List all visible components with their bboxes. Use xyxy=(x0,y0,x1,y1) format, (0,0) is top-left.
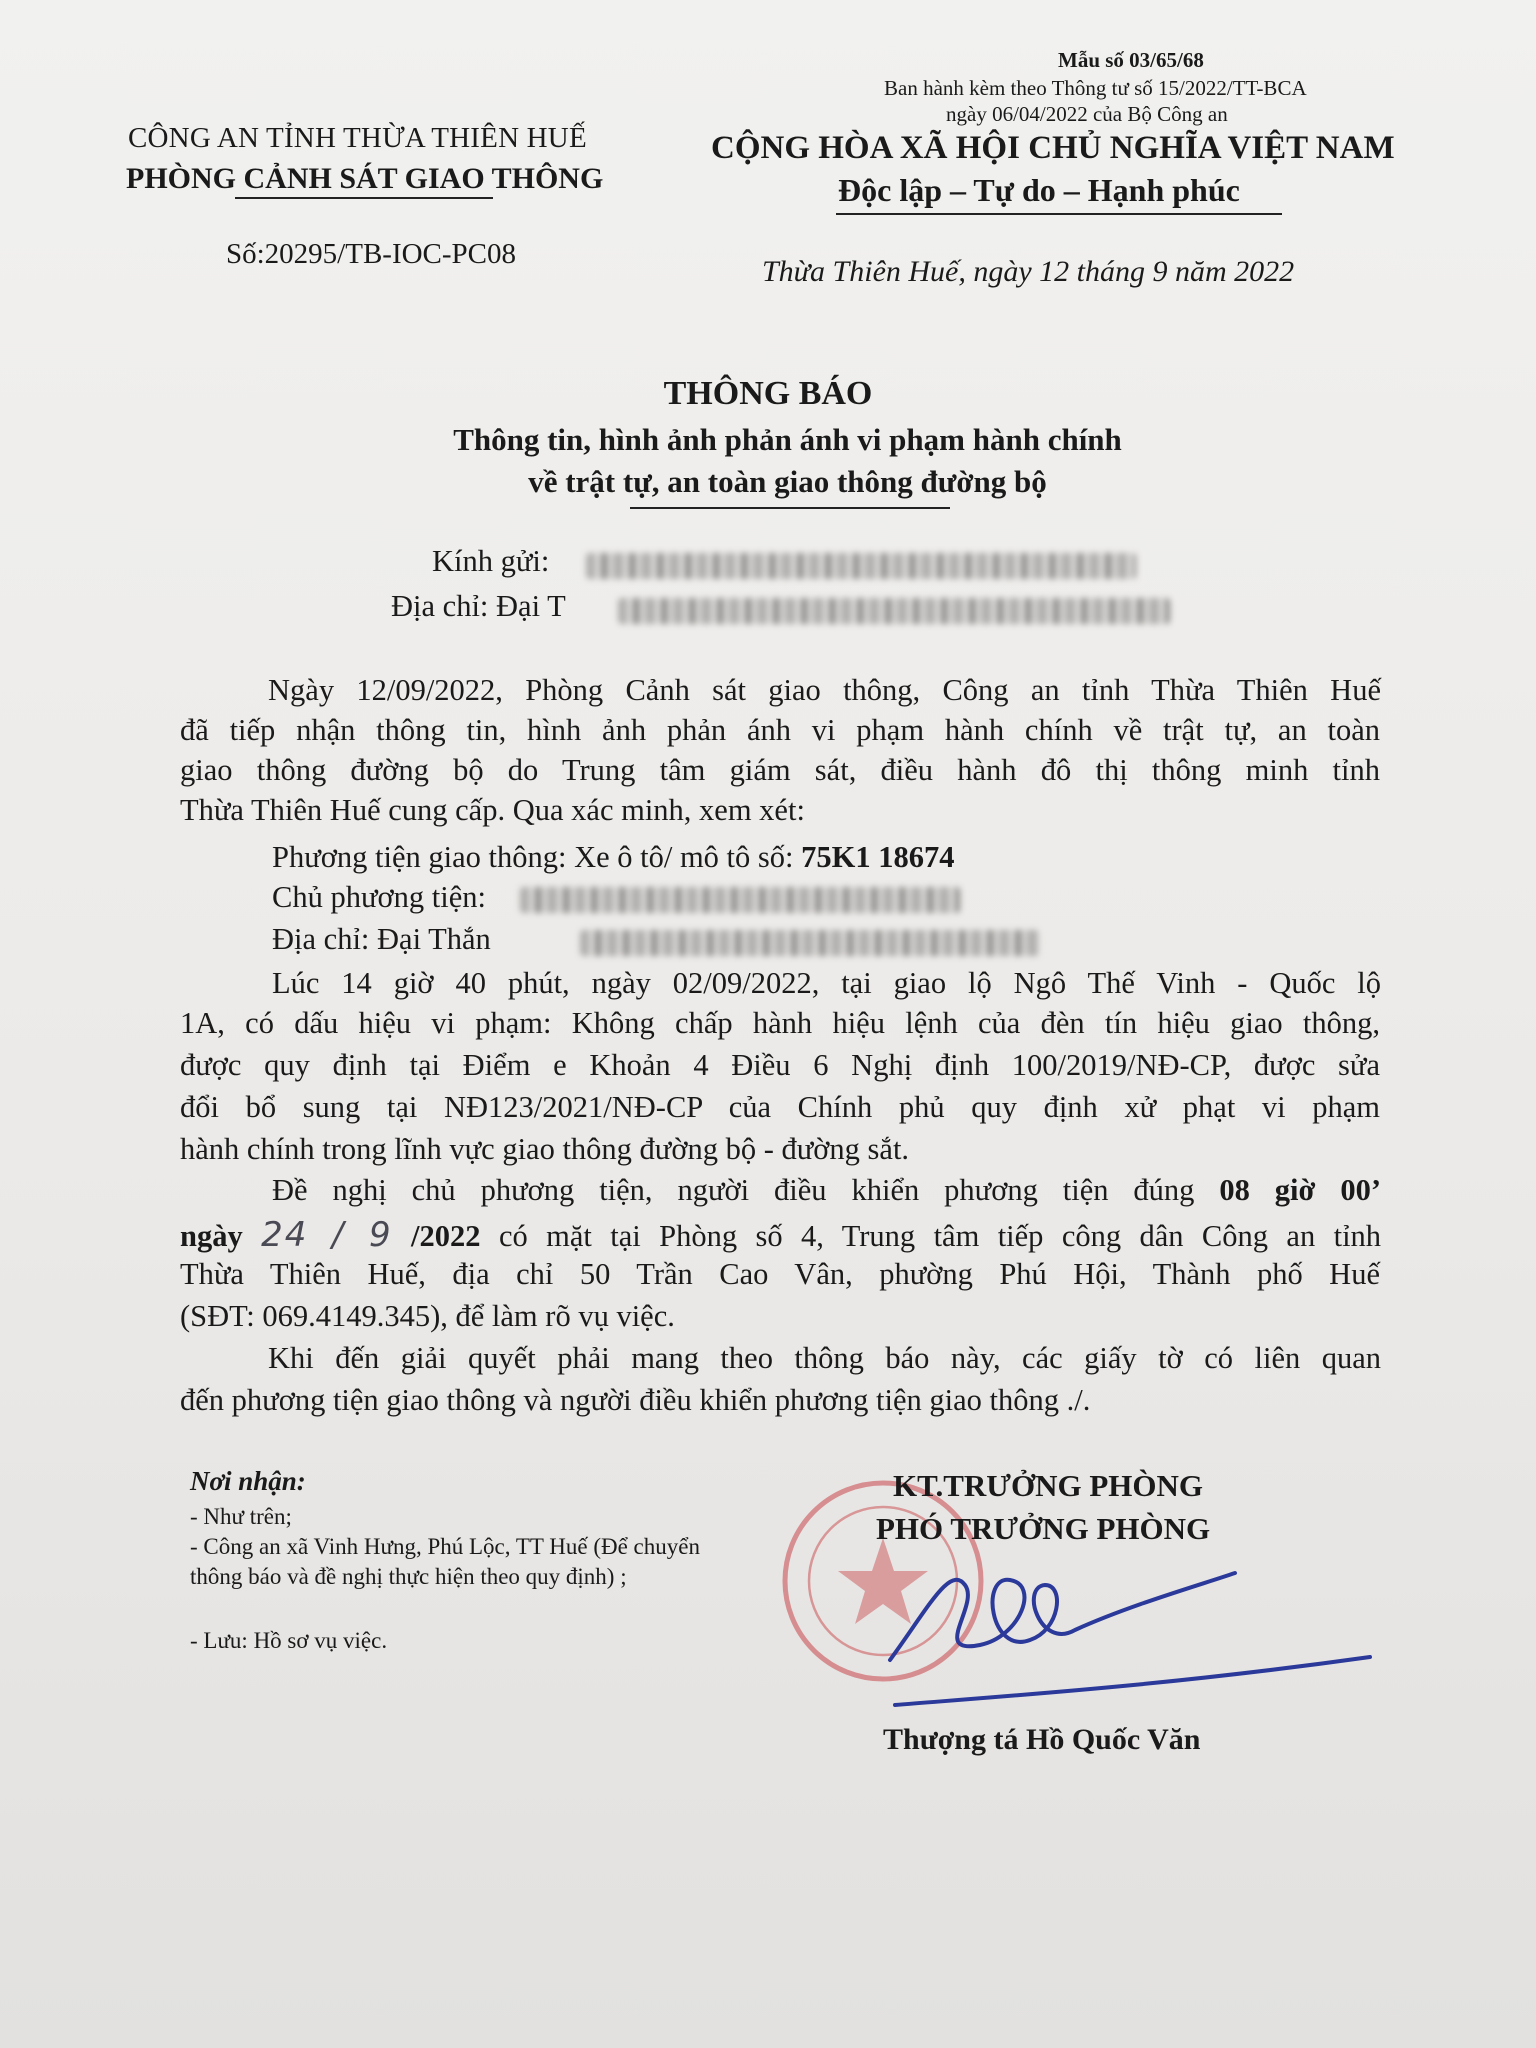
place-date: Thừa Thiên Huế, ngày 12 tháng 9 năm 2022 xyxy=(762,255,1295,288)
request-line xyxy=(272,1173,1381,1208)
body-line: Khi đến giải quyết phải mang theo thông báo này, các giấy tờ có liên quan xyxy=(268,1341,1381,1375)
motto-underline xyxy=(836,213,1282,215)
owner-label: Chủ phương tiện: xyxy=(272,880,486,914)
body-line: được quy định tại Điểm e Khoản 4 Điều 6 Nghị định 100/2019/NĐ-CP, được sửa xyxy=(180,1048,1380,1082)
recipient-item: - Lưu: Hồ sơ vụ việc. xyxy=(190,1628,388,1653)
vehicle-line xyxy=(272,840,954,875)
request-text: Đề nghị chủ phương tiện, người điều khiển phương tiện đúng xyxy=(272,1173,1195,1207)
body-line: hành chính trong lĩnh vực giao thông đường bộ - đường sắt. xyxy=(180,1132,910,1166)
body-line: đến phương tiện giao thông và người điều khiển phương tiện giao thông ./. xyxy=(180,1383,1091,1417)
redacted-recipient-name xyxy=(586,553,1136,579)
body-line: giao thông đường bộ do Trung tâm giám sát, điều hành đô thị thông minh tỉnh xyxy=(180,753,1380,787)
recipient-label: Kính gửi: xyxy=(432,544,550,578)
body-line: đã tiếp nhận thông tin, hình ảnh phản ánh vi phạm hành chính về trật tự, an toàn xyxy=(180,713,1380,747)
vehicle-label: Phương tiện giao thông: Xe ô tô/ mô tô số: xyxy=(272,840,794,874)
body-line: Lúc 14 giờ 40 phút, ngày 02/09/2022, tại giao lộ Ngô Thế Vinh - Quốc lộ xyxy=(272,966,1381,1000)
agency-parent: CÔNG AN TỈNH THỪA THIÊN HUẾ xyxy=(128,122,587,154)
handwritten-date: 24 / 9 xyxy=(261,1215,393,1255)
handwritten-signature-icon xyxy=(870,1545,1390,1715)
owner-address-label: Địa chỉ: Đại Thắn xyxy=(272,922,491,956)
recipients-title: Nơi nhận: xyxy=(190,1466,306,1496)
appointment-day-label: ngày xyxy=(180,1219,243,1253)
request-line-2 xyxy=(180,1215,1381,1255)
appointment-time: 08 giờ 00’ xyxy=(1219,1173,1381,1207)
recipient-item: - Công an xã Vinh Hưng, Phú Lộc, TT Huế (Để chuyển thông báo và đề nghị thực hiện theo quy định) ; xyxy=(190,1534,700,1589)
document-subtitle-2: về trật tự, an toàn giao thông đường bộ xyxy=(528,464,1047,499)
recipient-address-label: Địa chỉ: Đại T xyxy=(391,589,566,623)
recipient-item: - Như trên; xyxy=(190,1504,292,1529)
national-motto: Độc lập – Tự do – Hạnh phúc xyxy=(838,172,1240,208)
body-line: Ngày 12/09/2022, Phòng Cảnh sát giao thông, Công an tỉnh Thừa Thiên Huế xyxy=(268,673,1381,707)
document-subtitle-1: Thông tin, hình ảnh phản ánh vi phạm hành chính xyxy=(453,422,1122,457)
signature-title-2: PHÓ TRƯỞNG PHÒNG xyxy=(876,1511,1211,1546)
agency-underline xyxy=(235,197,493,199)
body-line: Thừa Thiên Huế, địa chỉ 50 Trần Cao Vân, phường Phú Hội, Thành phố Huế xyxy=(180,1257,1380,1291)
vehicle-plate: 75K1 18674 xyxy=(801,840,955,874)
appointment-year: /2022 xyxy=(411,1219,481,1253)
agency-name: PHÒNG CẢNH SÁT GIAO THÔNG xyxy=(126,162,604,195)
form-number: Mẫu số 03/65/68 xyxy=(1058,48,1204,72)
body-line: đổi bổ sung tại NĐ123/2021/NĐ-CP của Chính phủ quy định xử phạt vi phạm xyxy=(180,1090,1380,1124)
document-title: THÔNG BÁO xyxy=(663,375,873,412)
body-line: (SĐT: 069.4149.345), để làm rõ vụ việc. xyxy=(180,1299,675,1333)
subtitle-underline xyxy=(630,507,950,509)
redacted-owner-name xyxy=(520,887,960,913)
body-line: 1A, có dấu hiệu vi phạm: Không chấp hành hiệu lệnh của đèn tín hiệu giao thông, xyxy=(180,1006,1380,1040)
body-line: Thừa Thiên Huế cung cấp. Qua xác minh, xem xét: xyxy=(180,793,805,827)
signer-name: Thượng tá Hồ Quốc Văn xyxy=(883,1723,1201,1756)
nation-name: CỘNG HÒA XÃ HỘI CHỦ NGHĨA VIỆT NAM xyxy=(711,130,1395,166)
redacted-owner-address xyxy=(580,930,1040,956)
document-number: Số:20295/TB-IOC-PC08 xyxy=(226,238,517,270)
request-location: có mặt tại Phòng số 4, Trung tâm tiếp công dân Công an tỉnh xyxy=(498,1219,1382,1253)
issued-line-2: ngày 06/04/2022 của Bộ Công an xyxy=(946,102,1228,126)
redacted-recipient-address xyxy=(618,598,1170,624)
signature-title-1: KT.TRƯỞNG PHÒNG xyxy=(893,1468,1203,1503)
issued-line-1: Ban hành kèm theo Thông tư số 15/2022/TT-BCA xyxy=(884,76,1307,100)
